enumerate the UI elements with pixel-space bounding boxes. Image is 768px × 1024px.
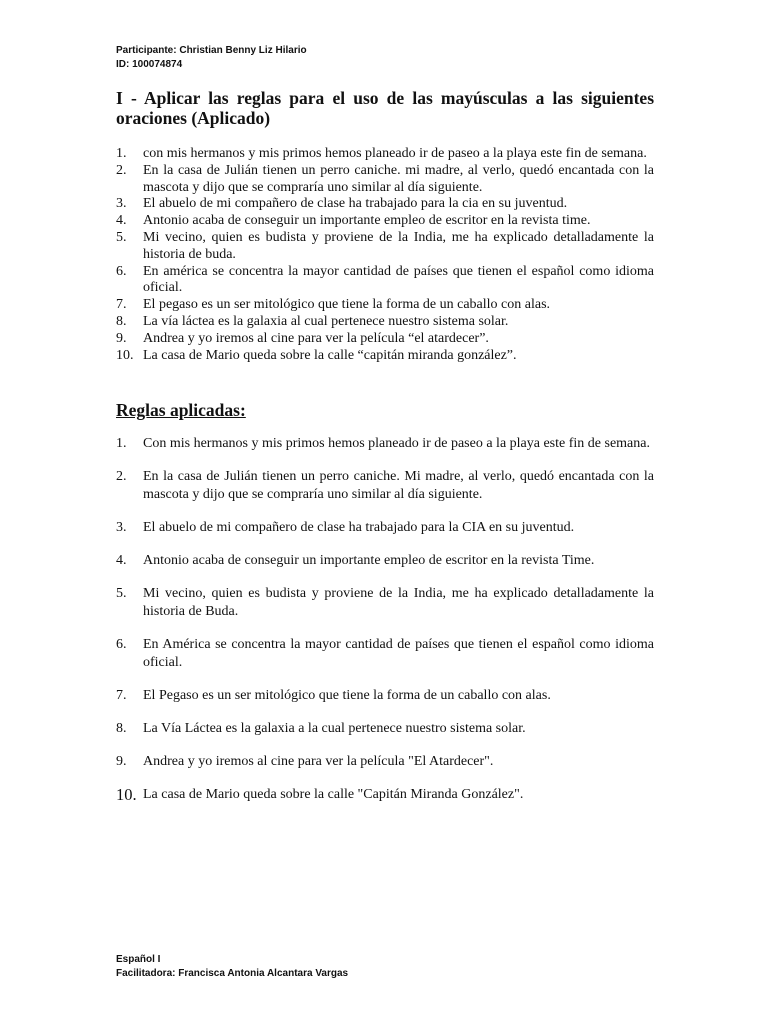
list-item (116, 786, 654, 804)
item-number: 1. (116, 436, 127, 451)
applied-sentence-list (116, 435, 654, 819)
item-number: 4. (116, 553, 127, 568)
list-item (116, 163, 654, 197)
list-item (116, 585, 654, 621)
item-text: La casa de Mario queda sobre la calle “capitán miranda gonzález”. (143, 347, 517, 363)
applied-rules-heading: Reglas aplicadas: (116, 400, 246, 420)
item-text: El Pegaso es un ser mitológico que tiene la forma de un caballo con alas. (143, 688, 551, 703)
item-number: 8. (116, 721, 127, 736)
list-item (116, 264, 654, 298)
item-number: 6. (116, 637, 127, 652)
item-number: 5. (116, 586, 127, 601)
list-item (116, 435, 654, 453)
item-number: 6. (116, 263, 127, 279)
item-number: 3. (116, 520, 127, 535)
item-number: 9. (116, 754, 127, 769)
item-text: En la casa de Julián tienen un perro caniche. mi madre, al verlo, quedó encantada con la mascota y dijo que se compraría uno similar al día siguiente. (143, 162, 654, 195)
list-item (116, 468, 654, 504)
item-text: Mi vecino, quien es budista y proviene de la India, me ha explicado detalladamente la historia de buda. (143, 229, 654, 262)
item-text: En América se concentra la mayor cantidad de países que tienen el español como idioma oficial. (143, 637, 654, 670)
course-name: Español I (116, 954, 161, 965)
list-item (116, 230, 654, 264)
item-number: 2. (116, 469, 127, 484)
item-number: 5. (116, 229, 127, 245)
item-number: 3. (116, 196, 127, 212)
list-item (116, 331, 654, 348)
item-text: La Vía Láctea es la galaxia a la cual pertenece nuestro sistema solar. (143, 721, 526, 736)
item-text: El pegaso es un ser mitológico que tiene la forma de un caballo con alas. (143, 297, 551, 313)
list-item (116, 636, 654, 672)
list-item (116, 687, 654, 705)
item-text: Antonio acaba de conseguir un importante empleo de escritor en la revista time. (143, 213, 591, 229)
list-item (116, 348, 654, 365)
list-item (116, 297, 654, 314)
list-item (116, 552, 654, 570)
item-text: Mi vecino, quien es budista y proviene de la India, me ha explicado detalladamente la historia de Buda. (143, 586, 654, 619)
item-text: El abuelo de mi compañero de clase ha trabajado para la CIA en su juventud. (143, 520, 575, 535)
item-number: 7. (116, 688, 127, 703)
participant-name: Participante: Christian Benny Liz Hilario (116, 45, 307, 56)
list-item (116, 519, 654, 537)
item-number: 1. (116, 146, 127, 161)
item-number: 7. (116, 297, 127, 313)
section-title: I - Aplicar las reglas para el uso de las mayúsculas a las siguientes oraciones (Aplicado) (116, 88, 654, 128)
list-item (116, 146, 654, 163)
item-text: La casa de Mario queda sobre la calle "Capitán Miranda González". (143, 787, 524, 802)
document-footer (116, 953, 348, 981)
item-text: Antonio acaba de conseguir un importante empleo de escritor en la revista Time. (143, 553, 595, 568)
item-number: 10. (116, 347, 134, 363)
list-item (116, 196, 654, 213)
item-text: En américa se concentra la mayor cantidad de países que tienen el español como idioma oficial. (143, 263, 654, 296)
item-number: 10. (116, 785, 137, 804)
facilitator-name: Facilitadora: Francisca Antonia Alcantara Vargas (116, 968, 349, 979)
list-item (116, 213, 654, 230)
item-text: Andrea y yo iremos al cine para ver la película “el atardecer”. (143, 330, 489, 346)
item-text: con mis hermanos y mis primos hemos planeado ir de paseo a la playa este fin de semana. (143, 146, 647, 161)
item-text: Con mis hermanos y mis primos hemos planeado ir de paseo a la playa este fin de semana. (143, 436, 650, 451)
original-sentence-list (116, 146, 654, 364)
item-number: 4. (116, 213, 127, 229)
list-item (116, 314, 654, 331)
item-number: 8. (116, 313, 127, 329)
item-text: Andrea y yo iremos al cine para ver la película "El Atardecer". (143, 754, 494, 769)
list-item (116, 720, 654, 738)
list-item (116, 753, 654, 771)
item-number: 2. (116, 162, 127, 178)
item-text: El abuelo de mi compañero de clase ha trabajado para la cia en su juventud. (143, 196, 568, 212)
document-header (116, 44, 307, 72)
item-number: 9. (116, 330, 127, 346)
participant-id: ID: 100074874 (116, 59, 183, 70)
item-text: La vía láctea es la galaxia al cual pertenece nuestro sistema solar. (143, 313, 509, 329)
item-text: En la casa de Julián tienen un perro caniche. Mi madre, al verlo, quedó encantada con la mascota y dijo que se compraría uno similar al día siguiente. (143, 469, 654, 502)
